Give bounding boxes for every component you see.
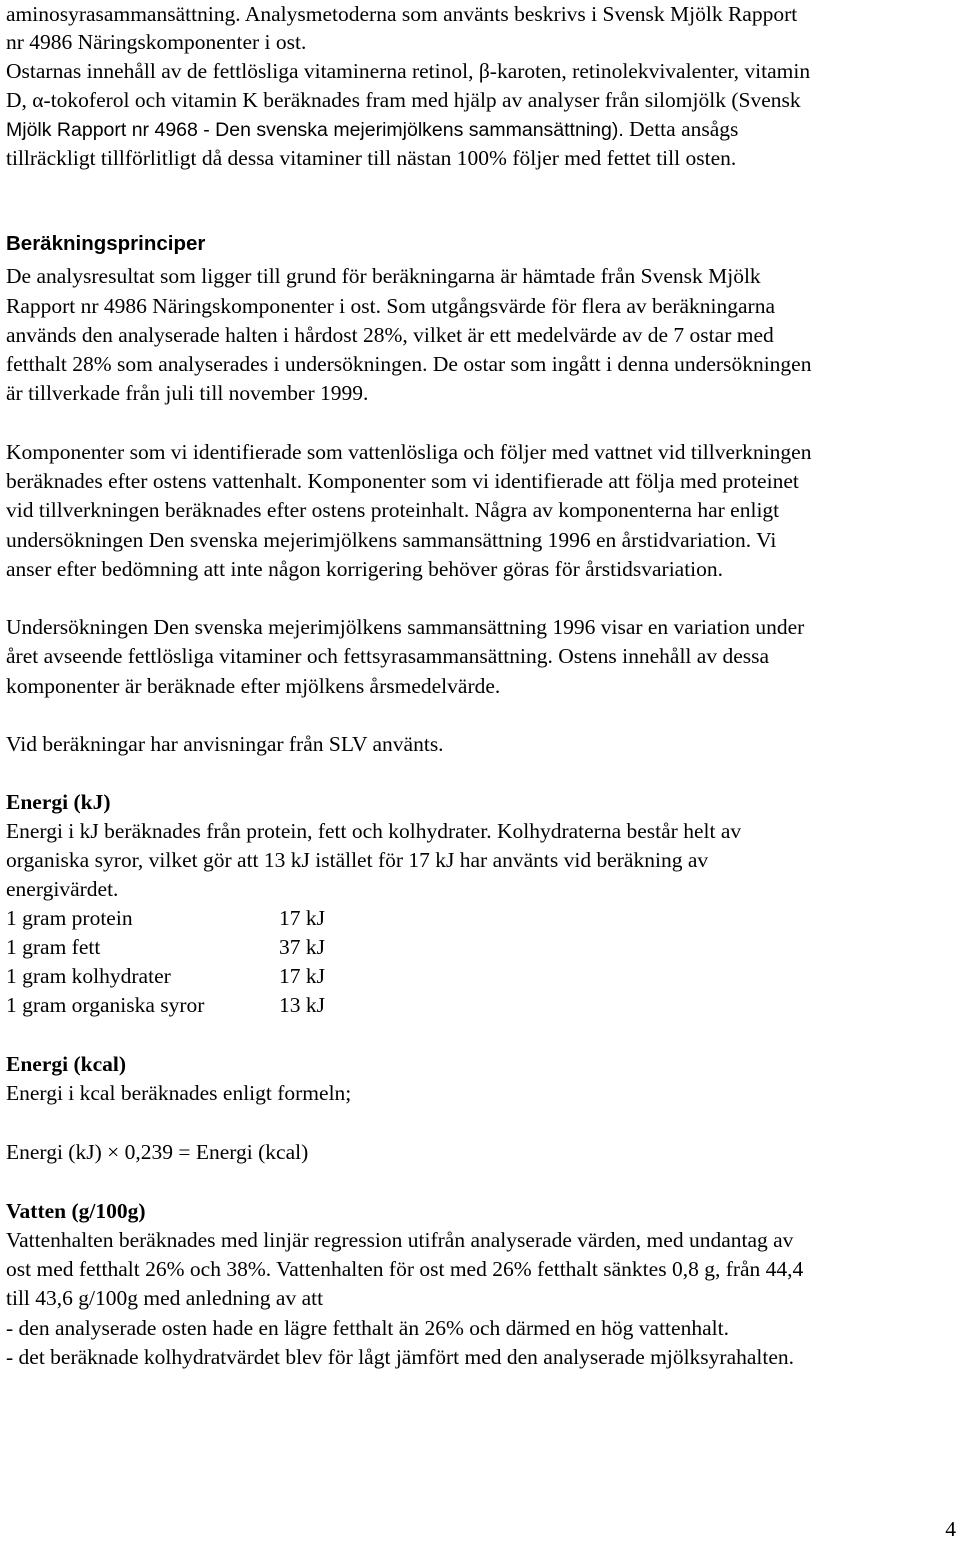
principles-p1-line-4: fetthalt 28% som analyserades i undersökningen. De ostar som ingått i denna undersökningen: [6, 352, 812, 376]
energy-kj-line-2: organiska syror, vilket gör att 13 kJ istället för 17 kJ har använts vid beräkning av: [6, 848, 709, 872]
principles-p2-line-2: beräknades efter ostens vattenhalt. Komponenter som vi identifierade att följa med proteinet: [6, 469, 799, 493]
principles-p3-line-1: Undersökningen Den svenska mejerimjölkens sammansättning 1996 visar en variation under: [6, 615, 805, 639]
energy-table-value: 13 kJ: [279, 993, 325, 1017]
principles-p2-line-3: vid tillverkningen beräknades efter ostens proteinhalt. Några av komponenterna har enligt: [6, 498, 780, 522]
water-line-2: ost med fetthalt 26% och 38%. Vattenhalten för ost med 26% fetthalt sänktes 0,8 g, från 44,4: [6, 1257, 804, 1281]
principles-p1-line-1: De analysresultat som ligger till grund för beräkningarna är hämtade från Svensk Mjölk: [6, 264, 761, 288]
principles-p3-line-2: året avseende fettlösliga vitaminer och fettsyrasammansättning. Ostens innehåll av dessa: [6, 644, 770, 668]
principles-p1-line-5: är tillverkade från juli till november 1999.: [6, 381, 369, 405]
principles-p2-line-5: anser efter bedömning att inte någon korrigering behöver göras för årstidsvariation.: [6, 557, 724, 581]
energy-table-value: 17 kJ: [279, 906, 325, 930]
intro-line-5: Mjölk Rapport nr 4968 - Den svenska mejerimjölkens sammansättning).: [6, 119, 624, 141]
principles-p3-line-3: komponenter är beräknade efter mjölkens årsmedelvärde.: [6, 674, 501, 698]
intro-line-3: Ostarnas innehåll av de fettlösliga vitaminerna retinol, β-karoten, retinolekvivalenter, vitamin: [6, 59, 811, 83]
intro-line-5-wrapper: [6, 115, 738, 145]
principles-p4: Vid beräkningar har anvisningar från SLV använts.: [6, 732, 444, 756]
water-line-5: - det beräknade kolhydratvärdet blev för lågt jämfört med den analyserade mjölksyrahalten.: [6, 1345, 795, 1369]
water-line-1: Vattenhalten beräknades med linjär regression utifrån analyserade värden, med undantag av: [6, 1228, 794, 1252]
energy-table-label: 1 gram organiska syror: [6, 993, 205, 1017]
intro-line-6: tillräckligt tillförlitligt då dessa vitaminer till nästan 100% följer med fettet till osten.: [6, 146, 737, 170]
water-line-4: - den analyserade osten hade en lägre fetthalt än 26% och därmed en hög vattenhalt.: [6, 1316, 729, 1340]
water-line-3: till 43,6 g/100g med anledning av att: [6, 1286, 324, 1310]
energy-kcal-heading: Energi (kcal): [6, 1052, 127, 1076]
page-number: 4: [945, 1517, 956, 1541]
energy-table-label: 1 gram fett: [6, 935, 101, 959]
principles-heading: Beräkningsprinciper: [6, 232, 206, 255]
principles-p1-line-3: används den analyserade halten i hårdost 28%, vilket är ett medelvärde av de 7 ostar med: [6, 323, 774, 347]
energy-kj-line-3: energivärdet.: [6, 877, 119, 901]
energy-table-label: 1 gram protein: [6, 906, 133, 930]
energy-table-value: 37 kJ: [279, 935, 325, 959]
energy-kj-line-1: Energi i kJ beräknades från protein, fett och kolhydrater. Kolhydraterna består helt av: [6, 819, 742, 843]
intro-line-5b: Detta ansågs: [623, 117, 739, 141]
water-heading: Vatten (g/100g): [6, 1199, 146, 1223]
principles-p2-line-4: undersökningen Den svenska mejerimjölkens sammansättning 1996 en årstidvariation. Vi: [6, 528, 777, 552]
energy-kcal-formula: Energi (kJ) × 0,239 = Energi (kcal): [6, 1140, 309, 1164]
intro-line-1: aminosyrasammansättning. Analysmetoderna som använts beskrivs i Svensk Mjölk Rapport: [6, 2, 798, 26]
energy-kcal-line: Energi i kcal beräknades enligt formeln;: [6, 1081, 352, 1105]
principles-p1-line-2: Rapport nr 4986 Näringskomponenter i ost. Som utgångsvärde för flera av beräkningarna: [6, 294, 776, 318]
energy-table-label: 1 gram kolhydrater: [6, 964, 171, 988]
principles-p2-line-1: Komponenter som vi identifierade som vattenlösliga och följer med vattnet vid tillverkningen: [6, 440, 812, 464]
energy-table-value: 17 kJ: [279, 964, 325, 988]
intro-line-2: nr 4986 Näringskomponenter i ost.: [6, 30, 307, 54]
intro-line-4: D, α-tokoferol och vitamin K beräknades fram med hjälp av analyser från silomjölk (Svensk: [6, 88, 801, 112]
energy-kj-heading: Energi (kJ): [6, 790, 111, 814]
